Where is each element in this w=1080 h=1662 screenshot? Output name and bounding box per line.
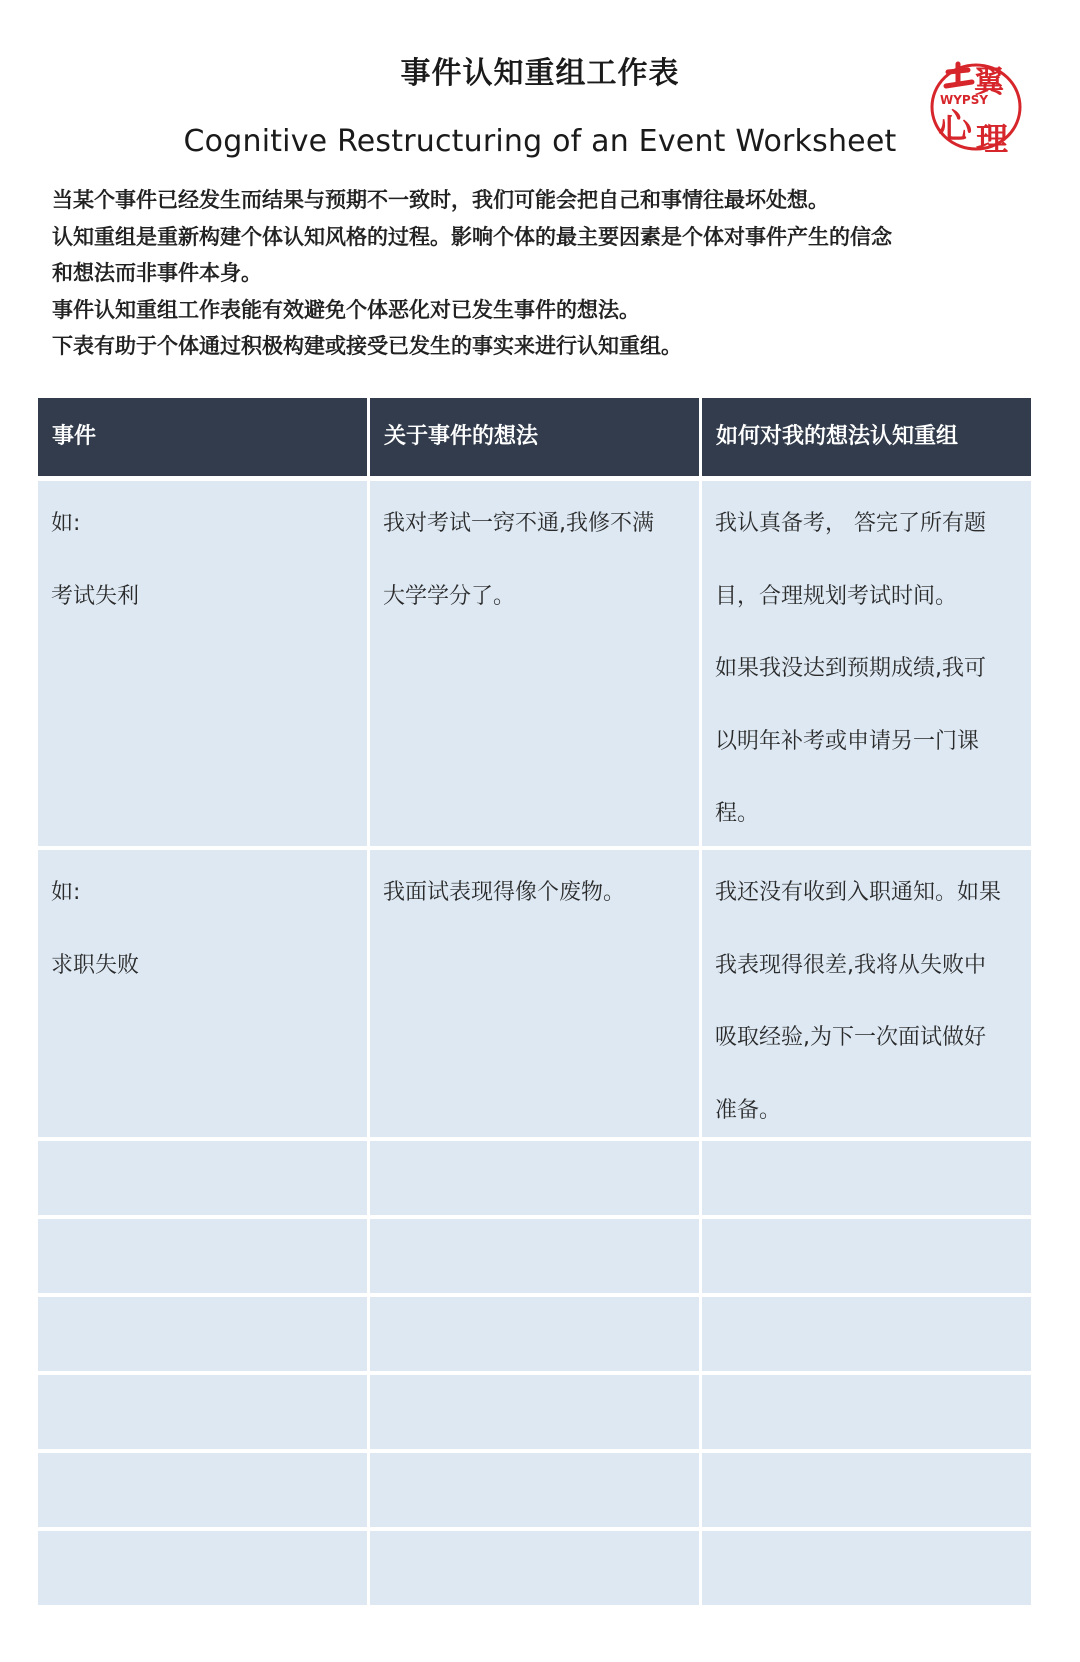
cell-line: 吸取经验,为下一次面试做好 bbox=[715, 1025, 986, 1050]
empty-restructure-cell[interactable] bbox=[702, 1141, 1031, 1215]
intro-text bbox=[52, 182, 1032, 365]
header-thought: 关于事件的想法 bbox=[370, 398, 699, 476]
restructure-cell bbox=[702, 850, 1031, 1137]
empty-table-row bbox=[38, 1141, 1031, 1215]
cell-line: 我对考试一窍不通,我修不满 bbox=[383, 511, 654, 536]
empty-table-row bbox=[38, 1297, 1031, 1371]
empty-restructure-cell[interactable] bbox=[702, 1219, 1031, 1293]
restructure-cell bbox=[702, 481, 1031, 846]
empty-table-row bbox=[38, 1375, 1031, 1449]
empty-thought-cell[interactable] bbox=[370, 1219, 699, 1293]
empty-restructure-cell[interactable] bbox=[702, 1453, 1031, 1527]
intro-line: 和想法而非事件本身。 bbox=[52, 261, 262, 285]
cell-line: 我还没有收到入职通知。如果 bbox=[715, 880, 1002, 905]
worksheet-table bbox=[38, 398, 1031, 1609]
cell-line: 我表现得很差,我将从失败中 bbox=[715, 952, 986, 978]
table-row bbox=[38, 481, 1031, 846]
cell-line: 求职失败 bbox=[51, 952, 140, 978]
table-header-row bbox=[38, 398, 1031, 476]
cell-line: 目，合理规划考试时间。 bbox=[715, 583, 958, 609]
logo-char-2: 心 bbox=[938, 107, 972, 147]
wypsy-logo bbox=[928, 52, 1038, 162]
empty-thought-cell[interactable] bbox=[370, 1375, 699, 1449]
thought-cell bbox=[370, 481, 699, 846]
logo-char-1: 翼 bbox=[974, 65, 1004, 100]
empty-thought-cell[interactable] bbox=[370, 1297, 699, 1371]
empty-event-cell[interactable] bbox=[38, 1219, 367, 1293]
intro-line: 当某个事件已经发生而结果与预期不一致时，我们可能会把自己和事情往最坏处想。 bbox=[52, 188, 829, 212]
empty-event-cell[interactable] bbox=[38, 1531, 367, 1605]
empty-table-row bbox=[38, 1453, 1031, 1527]
cell-line: 如: bbox=[51, 880, 81, 905]
empty-event-cell[interactable] bbox=[38, 1453, 367, 1527]
intro-line: 事件认知重组工作表能有效避免个体恶化对已发生事件的想法。 bbox=[52, 297, 640, 322]
empty-thought-cell[interactable] bbox=[370, 1141, 699, 1215]
empty-event-cell[interactable] bbox=[38, 1375, 367, 1449]
title-english: Cognitive Restructuring of an Event Worksheet bbox=[183, 124, 897, 159]
cell-line: 大学学分了。 bbox=[383, 583, 516, 609]
empty-thought-cell[interactable] bbox=[370, 1531, 699, 1605]
thought-cell bbox=[370, 850, 699, 1137]
table-row bbox=[38, 850, 1031, 1137]
logo-text: WYPSY bbox=[940, 93, 989, 107]
cell-line: 准备。 bbox=[715, 1097, 782, 1123]
cell-line: 如: bbox=[51, 511, 81, 536]
empty-event-cell[interactable] bbox=[38, 1141, 367, 1215]
cell-line: 我认真备考， 答完了所有题 bbox=[715, 511, 986, 536]
cell-line: 程。 bbox=[715, 801, 760, 826]
cell-line: 如果我没达到预期成绩,我可 bbox=[715, 656, 986, 681]
intro-line: 下表有助于个体通过积极构建或接受已发生的事实来进行认知重组。 bbox=[52, 334, 682, 358]
empty-restructure-cell[interactable] bbox=[702, 1297, 1031, 1371]
cell-line: 以明年补考或申请另一门课 bbox=[715, 728, 980, 754]
intro-line: 认知重组是重新构建个体认知风格的过程。影响个体的最主要因素是个体对事件产生的信念 bbox=[52, 224, 892, 249]
empty-restructure-cell[interactable] bbox=[702, 1531, 1031, 1605]
header-restructure: 如何对我的想法认知重组 bbox=[702, 398, 1031, 476]
logo-char-3: 理 bbox=[976, 120, 1009, 158]
header-event: 事件 bbox=[38, 398, 367, 476]
empty-event-cell[interactable] bbox=[38, 1297, 367, 1371]
empty-thought-cell[interactable] bbox=[370, 1453, 699, 1527]
cell-line: 我面试表现得像个废物。 bbox=[383, 880, 626, 905]
empty-table-row bbox=[38, 1531, 1031, 1605]
empty-restructure-cell[interactable] bbox=[702, 1375, 1031, 1449]
event-cell bbox=[38, 481, 367, 846]
title-chinese: 事件认知重组工作表 bbox=[400, 56, 680, 91]
cell-line: 考试失利 bbox=[51, 583, 140, 609]
event-cell bbox=[38, 850, 367, 1137]
empty-table-row bbox=[38, 1219, 1031, 1293]
